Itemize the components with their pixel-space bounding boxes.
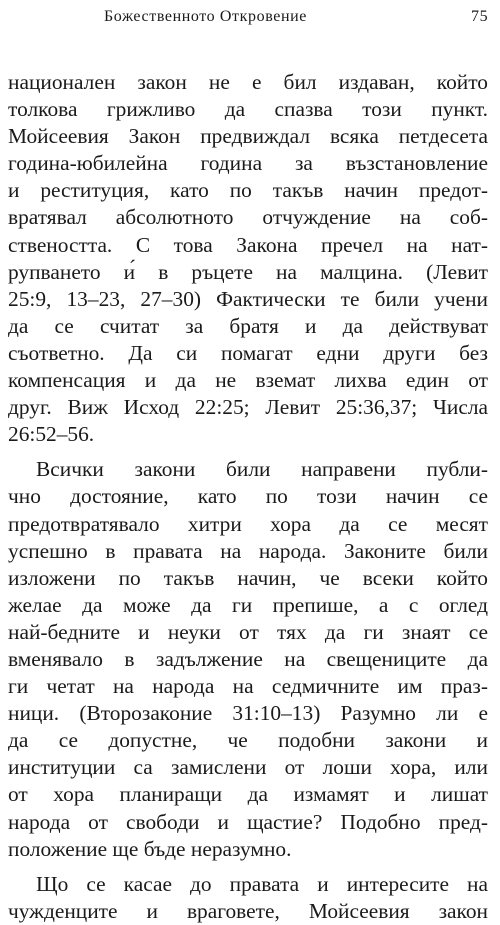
text-line: желае да може да ги препише, а с оглед [8,592,488,617]
running-header [0,8,500,32]
text-line: предотвратявало хитри хора да се месят [8,511,488,536]
text-line: вратявал абсолютното отчуждение на соб- [8,205,488,230]
text-line: чно достояние, като по този начин се [8,484,488,509]
text-line: 25:9, 13–23, 27–30) Фактически те били учени [8,286,488,311]
paragraph [8,456,488,862]
text-line: друг. Виж Исход 22:25; Левит 25:36,37; Числа [8,395,488,420]
paragraph [8,871,488,925]
text-line: положение ще бъде неразумно. [8,836,292,861]
text-line: Що се касае до правата и интересите на [36,871,488,896]
page-number: 75 [471,8,489,25]
text-line: Мойсеевия Закон предвиждал всяка петдесета [8,124,488,149]
running-title: Божественното Откровение [104,8,307,25]
text-line: от хора планиращи да измамят и лишат [8,782,488,807]
text-line: институции са замислени от лоши хора, или [8,755,488,780]
text-line: ници. (Второзаконие 31:10–13) Разумно ли е [8,701,488,726]
text-line: успешно в правата на народа. Законите били [8,538,488,563]
text-line: изложени по такъв начин, че всеки който [8,565,488,590]
text-line: ги четат на народа на седмичните им праз- [8,674,488,699]
body-text [8,69,488,925]
text-line: Всички закони били направени публи- [36,457,488,482]
paragraph [8,69,488,448]
text-line: народа от свободи и щастие? Подобно пред- [8,809,488,834]
text-line: чужденците и враговете, Мойсеевия закон [8,898,488,923]
text-line: рупването и́ в ръцете на малцина. (Левит [8,259,488,284]
text-line: вменявало в задължение на свещениците да [8,646,488,671]
text-line: ствеността. С това Закона пречел на нат- [8,232,488,257]
text-line: година-юбилейна година за възстановление [8,151,488,176]
text-line: национален закон не е бил издаван, който [8,70,488,94]
text-line: да се считат за братя и да действуват [8,313,488,338]
text-line: компенсация и да не вземат лихва един от [8,368,488,393]
text-line: най-бедните и неуки от тях да ги знаят се [8,619,488,644]
text-line: 26:52–56. [8,422,95,447]
text-line: да се допустне, че подобни закони и [8,728,488,753]
text-line: толкова грижливо да спазва този пункт. [8,97,488,122]
text-line: и реституция, като по такъв начин предот- [8,178,488,203]
text-line: съответно. Да си помагат едни други без [8,340,488,365]
